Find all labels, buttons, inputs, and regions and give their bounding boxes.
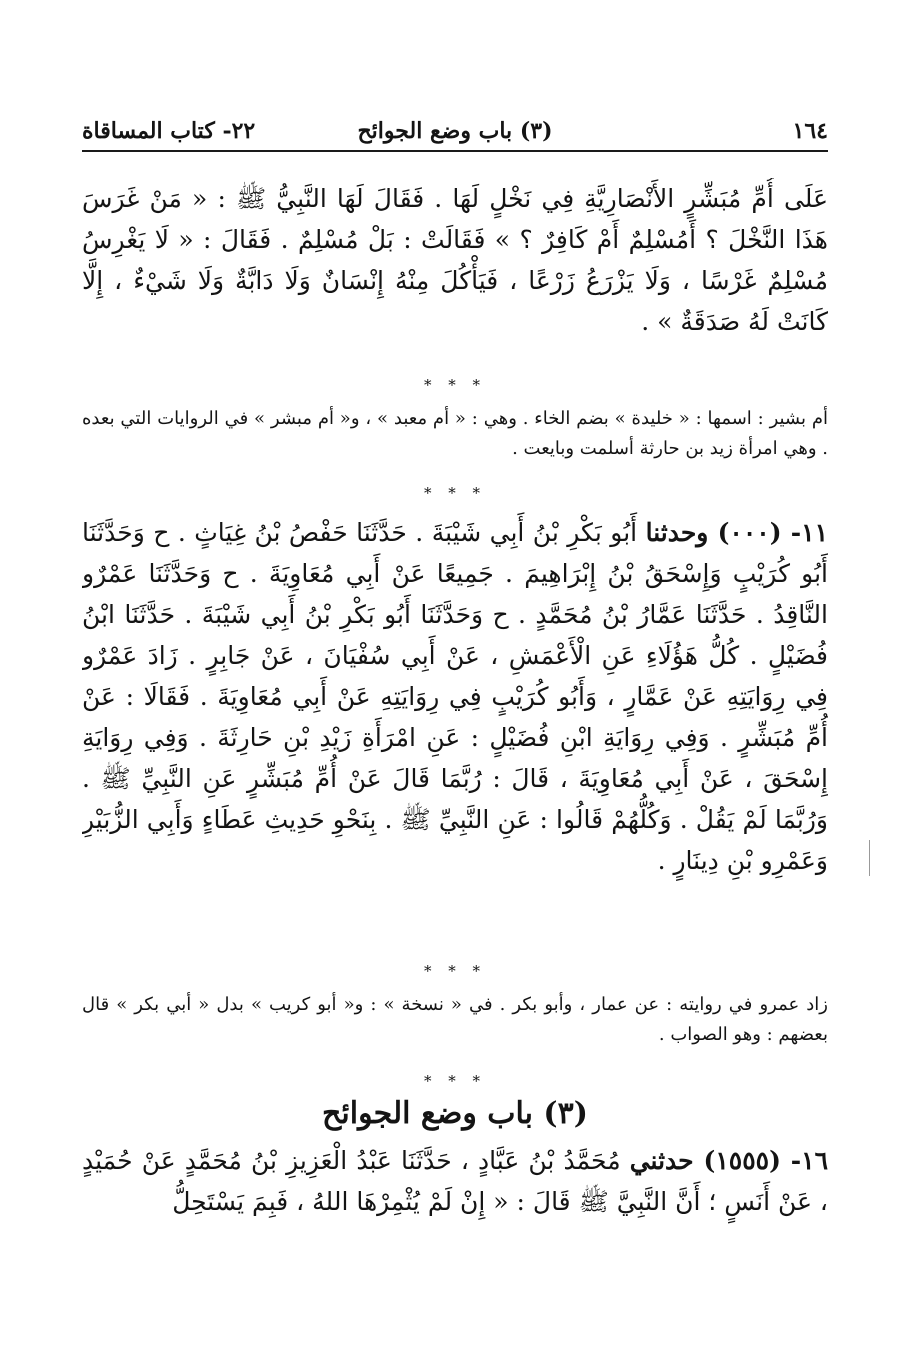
hadith-16-text: مُحَمَّدُ بْنُ عَبَّادٍ ، حَدَّثَنَا عَبْدُ الْعَزِيزِ بْنُ مُحَمَّدٍ عَنْ حُمَيْدٍ ، عَنْ أَنَسٍ ؛ أَنَّ النَّبِيَّ ﷺ قَالَ : « إِنْ لَمْ يُثْمِرْهَا اللهُ ، فَبِمَ يَسْتَحِلُّ xyxy=(82,1146,828,1216)
hadith-16-ref: ١٦- (١٥٥٥) حدثني xyxy=(629,1146,828,1175)
hadith-11 xyxy=(82,512,828,968)
footnote-1: أم بشير : اسمها : « خليدة » بضم الخاء . وهي : « أم معبد » ، و« أم مبشر » في الروايات التي بعده . وهي امرأة زيد بن حارثة أسلمت وبايعت . xyxy=(82,408,828,459)
book-title: ٢٢- كتاب المساقاة xyxy=(82,118,256,144)
footnote-2: زاد عمرو في روايته : عن عمار ، وأبو بكر . في « نسخة » : و« أبو كريب » بدل « أبي بكر » قال بعضهم : وهو الصواب . xyxy=(82,994,828,1045)
page-number: ١٦٤ xyxy=(792,118,828,144)
hadith-11-text: أَبُو بَكْرِ بْنُ أَبِي شَيْبَةَ . حَدَّثَنَا حَفْصُ بْنُ غِيَاثٍ . ح وَحَدَّثَنَا أَبُو كُرَيْبٍ وَإِسْحَقُ بْنُ إِبْرَاهِيمَ . جَمِيعًا عَنْ أَبِي مُعَاوِيَةَ . ح وَحَدَّثَنَا عَمْرٌو النَّاقِدُ . حَدَّثَنَا عَمَّارُ بْنُ مُحَمَّدٍ . ح وَحَدَّثَنَا أَبُو بَكْرِ بْنُ أَبِي شَيْبَةَ . حَدَّثَنَا ابْنُ فُضَيْلٍ . كُلُّ هَؤُلَاءِ عَنِ الْأَعْمَشِ ، عَنْ أَبِي سُفْيَانَ ، عَنْ جَابِرٍ . زَادَ عَمْرٌو فِي رِوَايَتِهِ عَنْ عَمَّارٍ ، وَأَبُو كُرَيْبٍ فِي رِوَايَتِهِ عَنْ أَبِي مُعَاوِيَةَ . فَقَالَا : عَنْ أُمِّ مُبَشِّرٍ . وَفِي رِوَايَةِ ابْنِ فُضَيْلٍ : عَنِ امْرَأَةِ زَيْدِ بْنِ حَارِثَةَ . وَفِي رِوَايَةِ إِسْحَقَ ، عَنْ أَبِي مُعَاوِيَةَ ، قَالَ : رُبَّمَا قَالَ عَنْ أُمِّ مُبَشِّرٍ عَنِ النَّبِيِّ ﷺ . وَرُبَّمَا لَمْ يَقُلْ . وَكُلُّهُمْ قَالُوا : عَنِ النَّبِيِّ ﷺ . بِنَحْوِ حَدِيثِ عَطَاءٍ وَأَبِي الزُّبَيْرِ وَعَمْرِو بْنِ دِينَارٍ . xyxy=(82,518,828,875)
hadith-continuation: عَلَى أُمِّ مُبَشِّرٍ الأَنْصَارِيَّةِ فِي نَخْلٍ لَهَا . فَقَالَ لَهَا النَّبِيُّ ﷺ : « مَنْ غَرَسَ هَذَا النَّخْلَ ؟ أَمُسْلِمٌ أَمْ كَافِرٌ ؟ » فَقَالَتْ : بَلْ مُسْلِمٌ . فَقَالَ : « لَا يَغْرِسُ مُسْلِمٌ غَرْسًا ، وَلَا يَزْرَعُ زَرْعًا ، فَيَأْكُلَ مِنْهُ إِنْسَانٌ وَلَا دَابَّةٌ وَلَا شَيْءٌ ، إِلَّا كَانَتْ لَهُ صَدَقَةٌ » . xyxy=(82,184,828,336)
separator-stars: * * * xyxy=(423,1072,487,1090)
separator-stars: * * * xyxy=(423,376,487,394)
separator-stars: * * * xyxy=(423,484,487,502)
margin-mark xyxy=(869,840,870,876)
hadith-11-ref: ١١- (٠٠٠) وحدثنا xyxy=(645,518,828,547)
separator-stars: * * * xyxy=(423,962,487,980)
section-title: (٣) باب وضع الجوائح xyxy=(357,118,553,144)
hadith-16 xyxy=(82,1140,828,1230)
chapter-title: (٣) باب وضع الجوائح xyxy=(322,1096,588,1131)
page-header xyxy=(82,112,828,152)
